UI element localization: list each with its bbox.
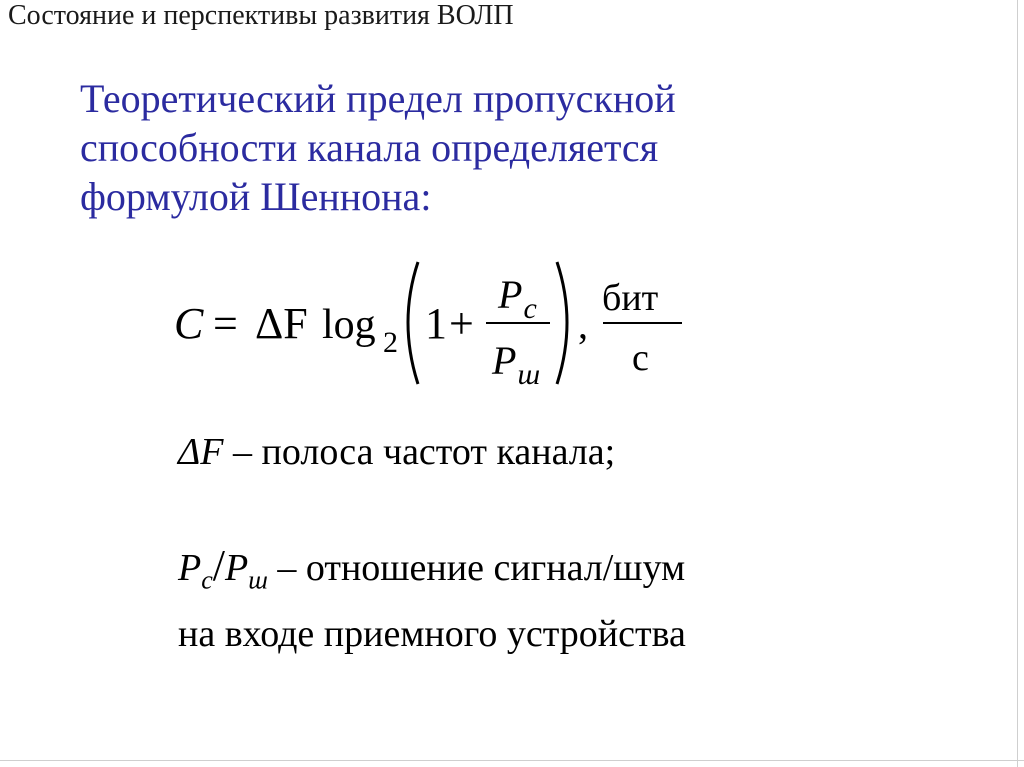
formula-plus: +	[449, 299, 474, 348]
ratio-slash: /	[212, 541, 225, 590]
formula-lhs: C	[174, 299, 204, 348]
definition-snr	[178, 540, 685, 596]
formula-comma: ,	[578, 302, 588, 347]
ratio-p1: P	[178, 547, 202, 589]
right-border	[1017, 0, 1018, 767]
left-paren	[408, 262, 418, 384]
title-line-2: способности канала определяется	[80, 125, 659, 170]
formula-numerator: $P_c$	[498, 272, 537, 325]
formula-svg	[0, 240, 1024, 400]
bottom-border	[0, 760, 1024, 761]
right-paren	[557, 262, 567, 384]
formula-equals: =	[213, 299, 238, 348]
formula-denominator: $P_ш$	[492, 338, 541, 391]
formula-log: log	[322, 302, 376, 348]
definition-bandwidth	[178, 430, 615, 474]
snr-text: – отношение сигнал/шум	[267, 547, 686, 589]
shannon-formula	[0, 240, 1024, 400]
formula-delta-f: ΔF	[255, 299, 308, 348]
title-line-3: формулой Шеннона:	[80, 174, 432, 219]
definition-snr-cont: на входе приемного устройства	[178, 613, 686, 655]
ratio-p2: P	[225, 547, 249, 589]
formula-one: 1	[425, 299, 447, 348]
title-line-1: Теоретический предел пропускной	[80, 76, 676, 121]
slide-header: Состояние и перспективы развития ВОЛП	[8, 0, 514, 31]
ratio-sub2: ш	[248, 565, 268, 595]
unit-numerator: бит	[602, 277, 659, 319]
delta-f-symbol: ΔF	[178, 431, 224, 473]
bandwidth-text: – полоса частот канала;	[223, 431, 616, 473]
ratio-sub1: c	[201, 565, 213, 595]
formula-log-base: 2	[383, 326, 398, 359]
unit-denominator: с	[632, 337, 649, 379]
slide-title	[80, 74, 840, 221]
